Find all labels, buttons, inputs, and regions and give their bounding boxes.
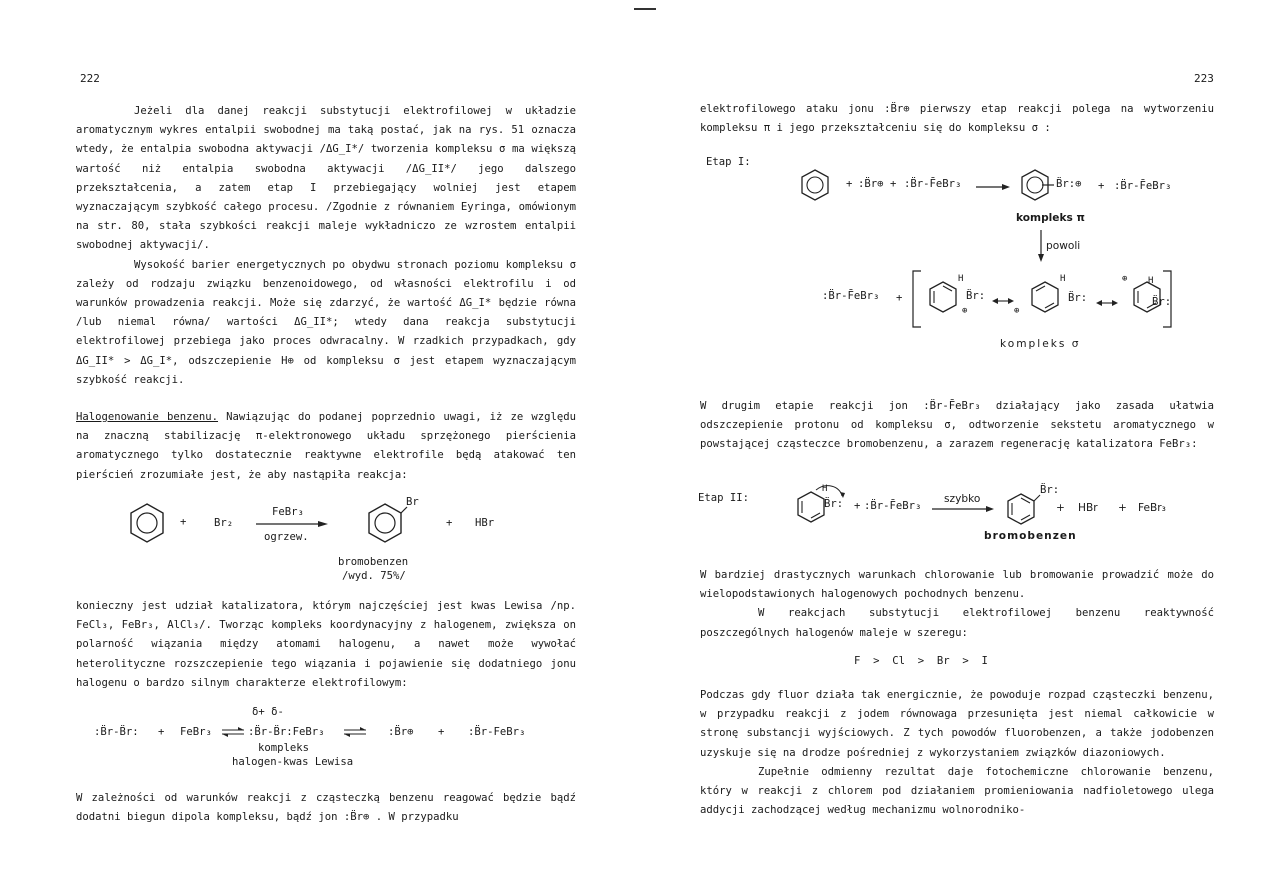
eq-plus2: + [438,726,445,738]
sigma-complex-label: kompleks σ [1000,338,1081,350]
resonance-bracket-left [912,270,922,328]
halogen-reactivity-series: F > Cl > Br > I [854,655,988,667]
eq-bromonium: :B̈r⊕ [388,726,414,738]
etap1-arrow [976,183,1010,191]
paragraph-2: Wysokość barier energetycznych po obydwu stronach poziomu kompleksu σ zależy od rodzaju związku benzenoidowego, od własności elektrofilu i od warunków prowadzenia reakcji. Może się zdarzyć, że wartość ΔG_I* będzie równa /lub niemal równa/ wartości ΔG_II*; wtedy dana reakcja substytucji elektrofilowej przebiega jako proces odwracalny. W rzadkich przypadkach, gdy ΔG_II* > ΔG_I*, odszczepienie H⊕ od kompleksu σ jest etapem wyznaczającym szybkość reakcji. [76,258,576,386]
eq-complex: :B̈r-B̈r:FeBr₃ [248,726,325,738]
slow-step-arrow [1037,230,1045,262]
pi-complex-ring [1020,168,1056,202]
reaction1-substituent: Br [406,496,419,508]
reaction1-condition: ogrzew. [264,531,309,543]
harsh-conditions-paragraph: W bardziej drastycznych warunkach chlorowanie lub bromowanie prowadzić może do wielopodstawionych halogenowych pochodnych benzenu. [700,569,1214,601]
sigma2-br: B̈r: [1068,292,1088,304]
pi-complex-label: kompleks π [1016,212,1085,224]
fluorine-paragraph: Podczas gdy fluor działa tak energicznie, że powoduje rozpad cząsteczki benzenu, w przypadku reakcji z jodem równowaga przesunięta jest niemal całkowicie w stronę substancji wyjściowych. Z tych powodów fluorobenzen, a także jodobenzen uzyskuje się na drodze pośredniej z wykorzystaniem związków diazoniowych. [700,689,1214,759]
etap1-plus1: + [846,178,853,190]
complex-label-lewis: halogen-kwas Lewisa [232,756,354,768]
benzene-ring-product [366,502,406,544]
resonance-arrow-2 [1096,299,1118,307]
etap2-febr3: FeBr₃ [1138,502,1166,514]
page-number-left: 222 [80,72,100,85]
reaction1-plus1: + [180,516,187,528]
reaction1-byproduct: HBr [475,517,495,529]
benzene-ring-reactant [128,502,166,544]
photochlorination-paragraph: Zupełnie odmienny rezultat daje fotochemiczne chlorowanie benzenu, który w reakcji z chlorem pod działaniem promieniowania nadfioletowego ulega addycji zachodzącej według mechanizmu wolnorodniko- [700,765,1214,817]
harsh-conditions-block [700,566,1214,643]
etap1-febr4-out: :B̈r-F̄eBr₃ [1114,180,1172,192]
conditions-paragraph: W zależności od warunków reakcji z cząsteczką benzenu reagować będzie bądź dodatni biegun dipola kompleksu, bądź jon :B̈r⊕ . W przypadku [76,792,576,824]
etap1-label: Etap I: [706,156,751,168]
eq-reactant-br2: :B̈r-B̈r: [94,726,139,738]
sigma1-h: H [958,274,964,284]
reaction1-plus2: + [446,517,453,529]
dipole-charges: δ+ δ- [252,706,284,718]
sigma3-h: H [1148,276,1154,286]
sigma3-br: B̈r: [1152,296,1172,308]
reaction1-reagent: Br₂ [214,517,234,529]
fast-label: szybko [944,493,981,505]
complex-label: kompleks [258,742,310,754]
sigma2-charge: ⊕ [1014,306,1020,316]
etap2-product-label: bromobenzen [984,530,1077,542]
right-page [632,0,1263,893]
etap2-arrow [932,505,994,513]
eq-reactant-febr3: FeBr₃ [180,726,212,738]
equilibrium-arrow-2 [344,727,366,737]
reaction-arrow [256,520,328,528]
etap1-br-cation: :B̈r⊕ [858,178,884,190]
etap1-febr4: :B̈r-F̄eBr₃ [904,178,962,190]
etap2-label: Etap II: [698,492,750,504]
sigma-resonance-1 [928,280,958,316]
eq-plus1: + [158,726,165,738]
etap2-hbr: HBr [1078,502,1098,514]
etap2-br: B̈r: [824,498,844,510]
eq-anion: :B̈r-FeBr₃ [468,726,526,738]
etap2-plus1: + [854,500,861,512]
equilibrium-arrow-1 [222,727,244,737]
product-name: bromobenzen [338,556,409,568]
benzene-ring-etap1 [800,168,830,202]
reactivity-paragraph: W reakcjach substytucji elektrofilowej benzenu reaktywność poszczególnych halogenów maleje w szeregu: [700,607,1214,639]
etap2-h: H [822,484,828,494]
section-text: Nawiązując do podanej poprzednio uwagi, iż ze względu na znaczną stabilizację π-elektronowego układu sprzężonego pierścienia aromatycznego tylko dostatecznie reaktywne elektrofile będą atakować ten pierścień zrozumiałe jest, że aby nastąpiła reakcja: [76,411,576,481]
bromobenzene-ring [1006,490,1040,526]
page-number-right: 223 [1194,72,1214,85]
right-intro: elektrofilowego ataku jonu :B̈r⊕ pierwszy etap reakcji polega na wytworzeniu kompleksu π i jego przekształceniu się do kompleksu σ : [700,103,1214,135]
product-yield: /wyd. 75%/ [342,570,406,582]
resonance-arrow-1 [992,297,1014,305]
product-br: B̈r: [1040,484,1060,496]
sigma-resonance-2 [1030,280,1060,316]
fluorine-iodine-block [700,686,1214,820]
sigma3-charge: ⊕ [1122,274,1128,284]
sigma1-charge: ⊕ [962,306,968,316]
reaction1-catalyst: FeBr₃ [272,506,304,518]
left-intro-block [76,102,576,390]
etap2-plus3: + [1118,502,1127,514]
sigma1-br: B̈r: [966,290,986,302]
sigma-febr4: :B̈r-F̄eBr₃ [822,290,880,302]
second-step-paragraph: W drugim etapie reakcji jon :B̈r-F̄eBr₃ działający jako zasada ułatwia odszczepienie protonu od kompleksu σ, odtworzenie sekstetu aromatycznego w powstającej cząsteczce bromobenzenu, a zarazem regenerację katalizatora FeBr₃: [700,400,1214,451]
pi-complex-br: B̈r:⊕ [1056,178,1082,190]
section-heading: Halogenowanie benzenu. [76,411,219,423]
etap2-plus2: + [1056,502,1065,514]
etap1-plus3: + [1098,180,1105,192]
sigma2-h: H [1060,274,1066,284]
slow-label: powoli [1046,240,1081,252]
halogenation-block [76,408,576,485]
etap2-febr4: :B̈r-F̄eBr₃ [864,500,922,512]
catalyst-paragraph: konieczny jest udział katalizatora, którym najczęściej jest kwas Lewisa /np. FeCl₃, FeBr₃, AlCl₃/. Tworząc kompleks koordynacyjny z halogenem, zwiększa on polarność wiązania między atomami halogenu, a nawet może wywołać heterolityczne rozszczepienie tego wiązania i pojawienie się dodatniego jonu halogenu o bardzo silnym charakterze elektrofilowym: [76,600,576,689]
resonance-bracket-right [1162,270,1172,328]
etap1-plus2: + [890,178,897,190]
left-page [0,0,631,893]
paragraph-1: Jeżeli dla danej reakcji substytucji elektrofilowej w układzie aromatycznym wykres entalpii swobodnej ma taką postać, jak na rys. 51 oznacza wtedy, że entalpia swobodna aktywacji /ΔG_I*/ tworzenia kompleksu σ ma większą wartość niż entalpia swobodna aktywacji /ΔG_II*/ jego dalszego przekształcenia, a zatem etap I przebiegający wolniej jest etapem wyznaczającym szybkość całego procesu. /Zgodnie z równaniem Eyringa, omówionym na str. 80, stała szybkości reakcji maleje wykładniczo ze wzrostem entalpii swobodnej aktywacji/. [76,105,576,252]
etap1-plus4: + [896,292,903,304]
